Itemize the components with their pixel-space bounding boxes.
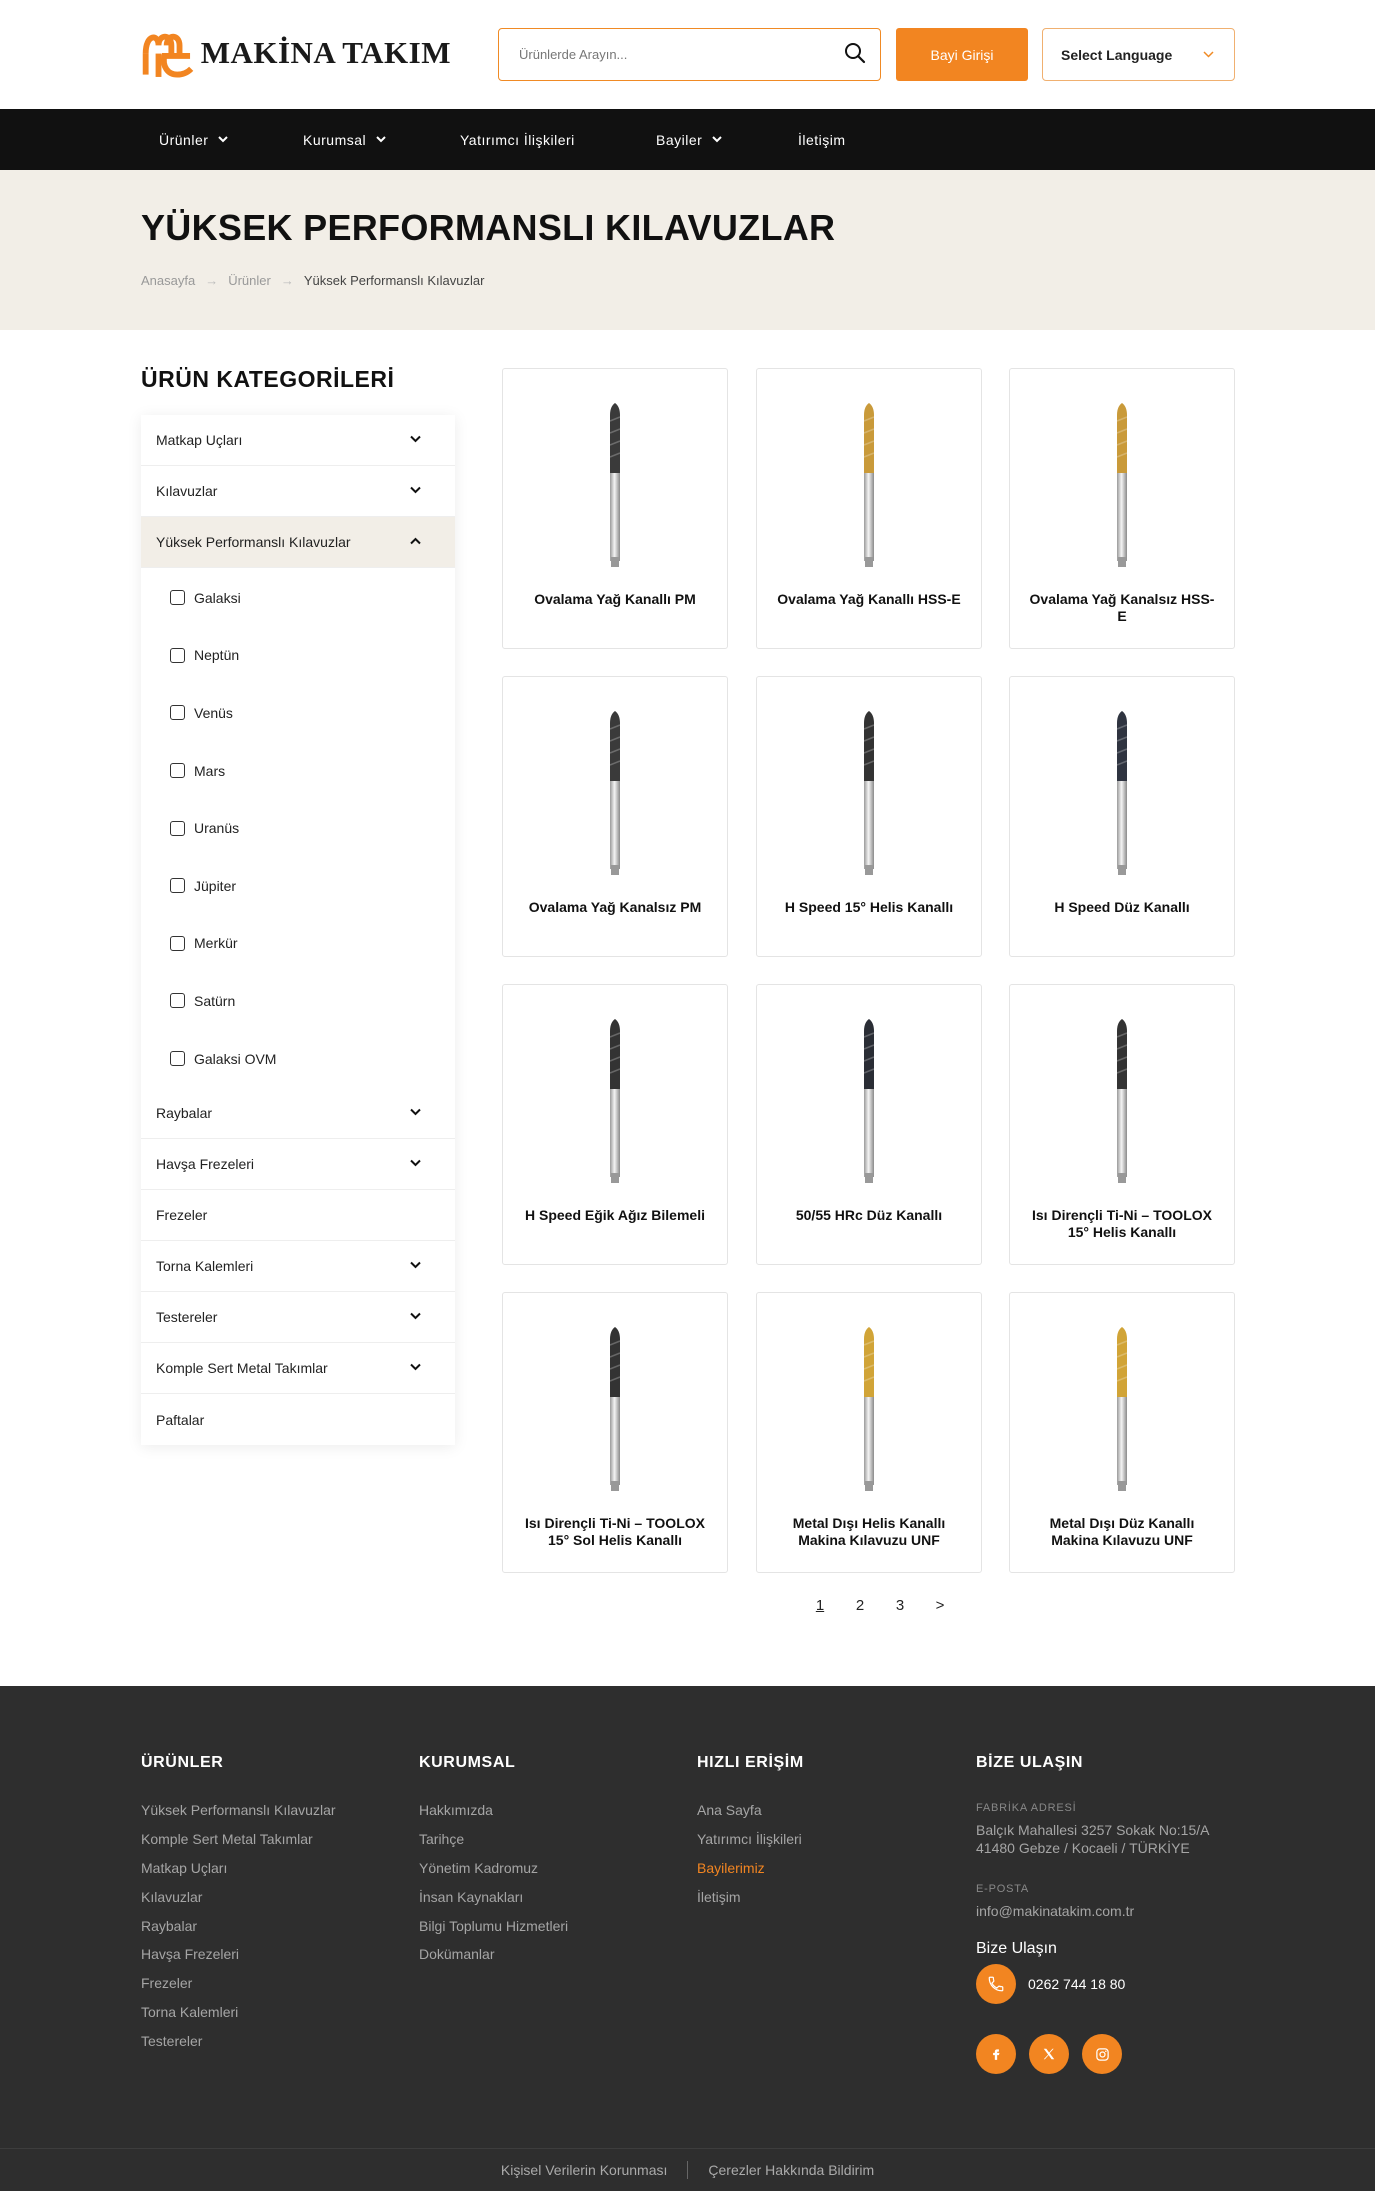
product-image[interactable] <box>1010 707 1234 872</box>
category-label: Raybalar <box>156 1105 213 1122</box>
footer-link[interactable]: Torna Kalemleri <box>141 2004 239 2021</box>
subcategory-label: Jüpiter <box>194 877 237 894</box>
tap-tool-icon <box>1107 1015 1137 1185</box>
chevron-down-icon <box>376 136 386 143</box>
checkbox[interactable] <box>170 936 185 951</box>
page-title: YÜKSEK PERFORMANSLI KILAVUZLAR <box>141 207 836 248</box>
email-label: E-POSTA <box>976 1883 1030 1895</box>
next-page-link[interactable]: > <box>935 1597 945 1614</box>
nav-item-label: Yatırımcı İlişkileri <box>460 131 575 148</box>
footer-link[interactable]: Hakkımızda <box>419 1802 493 1818</box>
subcategory-checkbox[interactable] <box>141 915 455 973</box>
footer-link[interactable]: Yönetim Kadromuz <box>419 1859 539 1876</box>
search-input[interactable] <box>519 29 839 79</box>
product-card[interactable] <box>756 984 982 1265</box>
logo[interactable] <box>141 8 451 98</box>
nav-item-label: Ürünler <box>159 131 209 148</box>
subcategory-checkbox[interactable] <box>141 684 455 742</box>
checkbox[interactable] <box>170 705 185 720</box>
chevron-down-icon <box>1203 51 1214 58</box>
product-image[interactable] <box>1010 399 1234 564</box>
nav-item-label: İletişim <box>798 131 846 148</box>
footer-bottom-bar <box>0 2148 1375 2191</box>
pagination <box>800 1597 960 1614</box>
subcategory-label: Satürn <box>194 992 236 1009</box>
product-image[interactable] <box>503 1323 727 1488</box>
product-image[interactable] <box>757 399 981 564</box>
tap-tool-icon <box>600 1323 630 1493</box>
address-text <box>976 1821 1236 1857</box>
subcategory-checkbox[interactable] <box>141 857 455 915</box>
product-card[interactable] <box>1009 676 1235 957</box>
category-list <box>141 415 455 1445</box>
footer-link[interactable]: Matkap Uçları <box>141 1859 228 1876</box>
category-label: Komple Sert Metal Takımlar <box>156 1360 328 1377</box>
arrow-right-icon: → <box>205 273 219 288</box>
category-item[interactable] <box>141 466 455 517</box>
breadcrumb <box>141 273 484 288</box>
tap-tool-icon <box>600 399 630 569</box>
footer-products-column <box>141 1754 336 2062</box>
chevron-down-icon[interactable] <box>410 1363 421 1371</box>
product-card[interactable] <box>756 368 982 649</box>
product-card[interactable] <box>502 676 728 957</box>
checkbox[interactable] <box>170 821 185 836</box>
product-image[interactable] <box>757 1015 981 1180</box>
address-line: Balçık Mahallesi 3257 Sokak No:15/A <box>976 1822 1210 1838</box>
product-card[interactable] <box>756 1292 982 1573</box>
tap-tool-icon <box>600 707 630 877</box>
nav-item-contact[interactable] <box>798 109 846 170</box>
page-link[interactable]: 2 <box>855 1597 865 1614</box>
tap-tool-icon <box>854 707 884 877</box>
checkbox[interactable] <box>170 763 185 778</box>
checkbox[interactable] <box>170 590 185 605</box>
tap-tool-icon <box>1107 399 1137 569</box>
category-item[interactable] <box>141 1292 455 1343</box>
subcategory-checkbox[interactable] <box>141 742 455 800</box>
footer-link[interactable]: Tarihçe <box>419 1830 465 1847</box>
social-links <box>976 2034 1236 2074</box>
category-item[interactable] <box>141 415 455 466</box>
search-box <box>498 28 881 81</box>
privacy-link[interactable]: Kişisel Verilerin Korunması <box>500 2162 668 2178</box>
footer-heading: KURUMSAL <box>419 1754 516 1771</box>
site-footer <box>0 1686 1375 2191</box>
product-image[interactable] <box>503 1015 727 1180</box>
product-name[interactable]: Ovalama Yağ Kanallı PM <box>534 591 696 607</box>
category-label: Matkap Uçları <box>156 432 243 448</box>
contact-title: Bize Ulaşın <box>976 1940 1057 1957</box>
subcategory-label: Merkür <box>194 935 238 952</box>
product-image[interactable] <box>757 707 981 872</box>
address-label: FABRİKA ADRESİ <box>976 1802 1077 1814</box>
chevron-down-icon[interactable] <box>410 486 421 494</box>
subcategory-label: Galaksi OVM <box>194 1050 277 1067</box>
instagram-icon[interactable] <box>1082 2034 1122 2074</box>
cookies-link[interactable]: Çerezler Hakkında Bildirim <box>708 2162 875 2178</box>
email-link[interactable]: info@makinatakim.com.tr <box>976 1903 1135 1919</box>
product-card[interactable] <box>502 1292 728 1573</box>
footer-contact-column <box>976 1754 1236 2074</box>
chevron-down-icon[interactable] <box>410 435 421 443</box>
product-card[interactable] <box>1009 368 1235 649</box>
footer-link[interactable]: Yatırımcı İlişkileri <box>697 1830 802 1847</box>
footer-link[interactable]: Testereler <box>141 2033 203 2050</box>
subcategory-label: Galaksi <box>194 589 241 606</box>
product-name[interactable]: H Speed Düz Kanallı <box>1054 899 1190 915</box>
chevron-down-icon <box>712 136 722 143</box>
breadcrumb-products[interactable]: Ürünler <box>228 273 271 288</box>
subcategory-checkbox[interactable] <box>141 799 455 857</box>
product-card[interactable] <box>502 368 728 649</box>
product-image[interactable] <box>1010 1323 1234 1488</box>
footer-link[interactable]: Raybalar <box>141 1917 198 1934</box>
product-name[interactable]: Ovalama Yağ Kanallı HSS-E <box>777 591 961 607</box>
checkbox[interactable] <box>170 1051 185 1066</box>
footer-quick-access-column <box>697 1754 804 1918</box>
phone-number[interactable]: 0262 744 18 80 <box>1028 1976 1126 1992</box>
product-card[interactable] <box>502 984 728 1265</box>
product-image[interactable] <box>757 1323 981 1488</box>
x-twitter-icon[interactable] <box>1029 2034 1069 2074</box>
subcategory-checkbox[interactable] <box>141 972 455 1030</box>
footer-link[interactable]: Kılavuzlar <box>141 1888 203 1905</box>
product-card[interactable] <box>1009 1292 1235 1573</box>
category-label: Torna Kalemleri <box>156 1258 254 1275</box>
subcategory-label: Uranüs <box>194 820 240 837</box>
category-item-active[interactable] <box>141 517 455 568</box>
product-name[interactable]: Isı Dirençli Ti-Ni – TOOLOX 15° Sol Helis Kanallı <box>525 1515 705 1548</box>
product-name[interactable]: Isı Dirençli Ti-Ni – TOOLOX 15° Helis Kanallı <box>1032 1207 1212 1240</box>
nav-item-label: Kurumsal <box>303 131 367 148</box>
chevron-down-icon[interactable] <box>410 1108 421 1116</box>
product-name[interactable]: Ovalama Yağ Kanalsız HSS-E <box>1029 591 1215 624</box>
category-item[interactable] <box>141 1241 455 1292</box>
chevron-down-icon[interactable] <box>410 1159 421 1167</box>
chevron-up-icon[interactable] <box>410 537 421 545</box>
footer-heading: ÜRÜNLER <box>141 1754 224 1771</box>
category-item[interactable] <box>141 1190 455 1241</box>
footer-heading: BİZE ULAŞIN <box>976 1754 1084 1771</box>
subcategory-checkbox[interactable] <box>141 569 455 627</box>
product-image[interactable] <box>503 399 727 564</box>
footer-link[interactable]: İletişim <box>697 1888 741 1905</box>
category-label: Havşa Frezeleri <box>156 1156 255 1173</box>
footer-heading: HIZLI ERİŞİM <box>697 1754 804 1771</box>
page-link-current[interactable]: 1 <box>815 1597 825 1614</box>
arrow-right-icon: → <box>280 273 294 288</box>
category-label: Kılavuzlar <box>156 483 218 499</box>
category-item[interactable] <box>141 1343 455 1394</box>
checkbox[interactable] <box>170 648 185 663</box>
category-item[interactable] <box>141 1088 455 1139</box>
language-select[interactable] <box>1042 28 1235 81</box>
footer-link[interactable]: Bilgi Toplumu Hizmetleri <box>419 1917 569 1934</box>
divider <box>687 2161 688 2179</box>
search-icon[interactable] <box>844 42 866 64</box>
breadcrumb-home[interactable]: Anasayfa <box>141 273 196 288</box>
page-link[interactable]: 3 <box>895 1597 905 1614</box>
tap-tool-icon <box>1107 1323 1137 1493</box>
subcategory-checkbox[interactable] <box>141 627 455 685</box>
subcategory-label: Neptün <box>194 647 240 664</box>
footer-link[interactable]: İnsan Kaynakları <box>419 1888 524 1905</box>
address-line: 41480 Gebze / Kocaeli / TÜRKİYE <box>976 1840 1190 1856</box>
phone-row[interactable] <box>976 1964 1236 2004</box>
product-card[interactable] <box>1009 984 1235 1265</box>
subcategory-label: Venüs <box>194 704 233 721</box>
category-label: Paftalar <box>156 1411 205 1428</box>
product-name[interactable]: H Speed Eğik Ağız Bilemeli <box>525 1207 705 1223</box>
facebook-icon[interactable] <box>976 2034 1016 2074</box>
product-image[interactable] <box>503 707 727 872</box>
product-name[interactable]: Metal Dışı Helis Kanallı Makina Kılavuzu UNF <box>792 1515 946 1548</box>
chevron-down-icon[interactable] <box>410 1312 421 1320</box>
category-label: Testereler <box>156 1309 218 1326</box>
tap-tool-icon <box>854 1323 884 1493</box>
product-card[interactable] <box>756 676 982 957</box>
footer-link[interactable]: Komple Sert Metal Takımlar <box>141 1830 313 1847</box>
sidebar-title: ÜRÜN KATEGORİLERİ <box>141 366 395 392</box>
footer-link-highlighted[interactable]: Bayilerimiz <box>697 1859 765 1876</box>
chevron-down-icon[interactable] <box>410 1261 421 1269</box>
nav-item-corporate[interactable] <box>303 109 386 170</box>
tap-tool-icon <box>1107 707 1137 877</box>
nav-item-dealers[interactable] <box>656 109 722 170</box>
product-name[interactable]: H Speed 15° Helis Kanallı <box>784 899 954 915</box>
tap-tool-icon <box>600 1015 630 1185</box>
category-item[interactable] <box>141 1394 455 1445</box>
main-nav <box>0 109 1375 170</box>
footer-link[interactable]: Dokümanlar <box>419 1946 495 1963</box>
product-name[interactable]: Ovalama Yağ Kanalsız PM <box>528 899 702 915</box>
phone-icon <box>976 1964 1016 2004</box>
category-label: Frezeler <box>156 1207 208 1224</box>
footer-corporate-column <box>419 1754 568 1975</box>
tap-tool-icon <box>854 1015 884 1185</box>
nav-item-products[interactable] <box>159 109 228 170</box>
category-item[interactable] <box>141 1139 455 1190</box>
brand-name: MAKİNA TAKIM <box>200 35 451 70</box>
footer-link[interactable]: Yüksek Performanslı Kılavuzlar <box>141 1802 336 1818</box>
product-name[interactable]: Metal Dışı Düz Kanallı Makina Kılavuzu UNF <box>1049 1515 1195 1548</box>
subcategory-label: Mars <box>194 762 226 779</box>
breadcrumb-current: Yüksek Performanslı Kılavuzlar <box>303 273 485 288</box>
checkbox[interactable] <box>170 878 185 893</box>
page-banner <box>0 170 1375 330</box>
subcategory-checkbox[interactable] <box>141 1030 455 1088</box>
logo-mark-icon <box>141 10 195 96</box>
nav-item-investor-relations[interactable] <box>460 109 575 170</box>
chevron-down-icon <box>218 136 228 143</box>
category-label: Yüksek Performanslı Kılavuzlar <box>156 534 351 550</box>
product-image[interactable] <box>1010 1015 1234 1180</box>
footer-link[interactable]: Frezeler <box>141 1975 193 1992</box>
footer-link[interactable]: Ana Sayfa <box>697 1802 762 1818</box>
dealer-login-button[interactable]: Bayi Girişi <box>896 28 1028 81</box>
footer-link[interactable]: Havşa Frezeleri <box>141 1946 240 1963</box>
product-name[interactable]: 50/55 HRc Düz Kanallı <box>795 1207 943 1223</box>
checkbox[interactable] <box>170 993 185 1008</box>
nav-item-label: Bayiler <box>656 131 703 148</box>
language-select-label: Select Language <box>1061 46 1173 63</box>
tap-tool-icon <box>854 399 884 569</box>
site-header <box>0 0 1375 109</box>
